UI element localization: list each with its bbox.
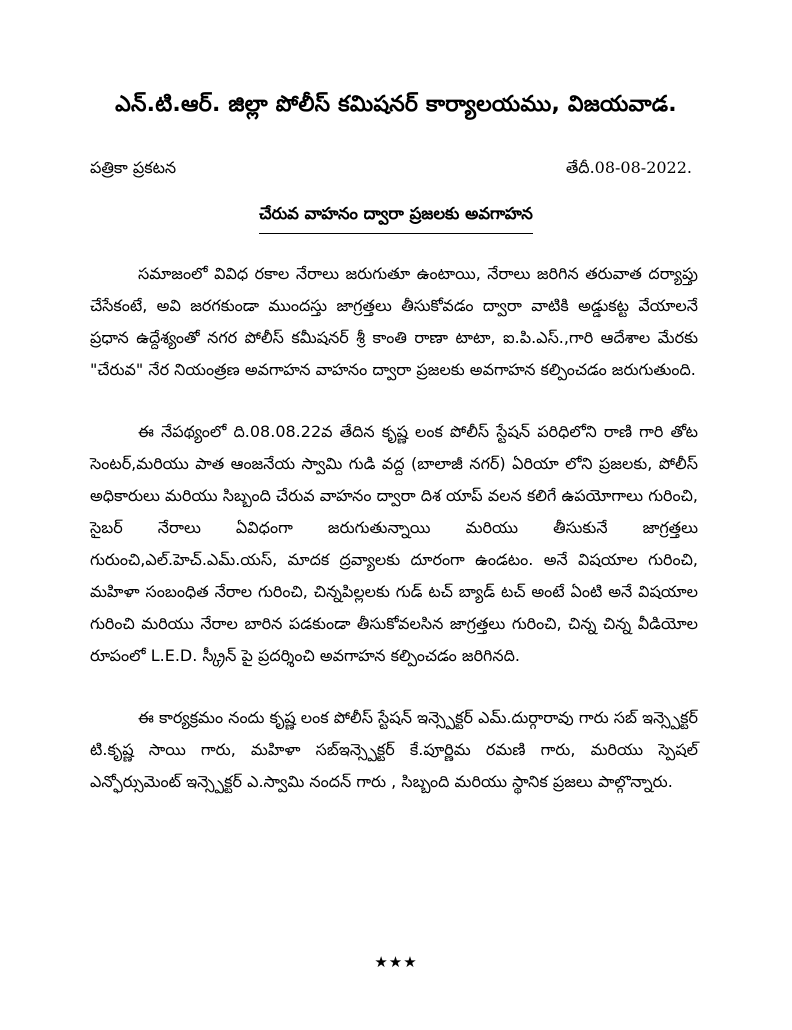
release-date: తేదీ.08-08-2022.	[565, 158, 692, 177]
body-text	[90, 258, 698, 828]
paragraph-3: ఈ కార్యక్రమం నందు కృష్ణ లంక పోలీస్ స్టేషన్ ఇన్స్పెక్టర్ ఎమ్.దుర్గారావు గారు సబ్ ఇన్స్పెక్టర్ టి.కృష్ణ సాయి గారు, మహిళా సబ్ఇన్స్పెక్టర్ కే.పూర్ణిమ రమణి గారు, మరియు స్పెషల్ ఎన్ఫోర్సుమెంట్ ఇన్స్పెక్టర్ ఎ.స్వామి నందన్ గారు , సిబ్బంది మరియు స్థానిక ప్రజలు పాల్గొన్నారు.	[90, 708, 698, 791]
end-stars: ★★★	[374, 953, 418, 971]
meta-row	[90, 158, 692, 181]
subtitle-heading: చేరువ వాహనం ద్వారా ప్రజలకు అవగాహన	[259, 204, 533, 234]
office-title: ఎన్.టి.ఆర్. జిల్లా పోలీస్ కమిషనర్ కార్యాలయము, విజయవాడ.	[115, 92, 677, 117]
paragraph-1: సమాజంలో వివిధ రకాల నేరాలు జరుగుతూ ఉంటాయి, నేరాలు జరిగిన తరువాత దర్యాప్తు చేసేకంటే, అవి జరగకుండా ముందస్తు జాగ్రత్తలు తీసుకోవడం ద్వారా వాటికి అడ్డుకట్ట వేయాలనే ప్రధాన ఉద్దేశ్యంతో నగర పోలీస్ కమీషనర్ శ్రీ కాంతి రాణా టాటా, ఐ.పి.ఎస్.,గారి ఆదేశాల మేరకు "చేరువ" నేర నియంత్రణ అవగాహన వాహనం ద్వారా ప్రజలకు అవగాహన కల్పించడం జరుగుతుంది.	[90, 264, 698, 379]
press-release-label: పత్రికా ప్రకటన	[90, 158, 177, 177]
paragraph-2: ఈ నేపథ్యంలో ది.08.08.22వ తేదిన కృష్ణ లంక పోలీస్ స్టేషన్ పరిధిలోని రాణి గారి తోట సెంటర్,మరియు పాత ఆంజనేయ స్వామి గుడి వద్ద (బాలాజీ నగర్) ఏరియా లోని ప్రజలకు, పోలీస్ అధికారులు మరియు సిబ్బంది చేరువ వాహనం ద్వారా దిశ యాప్ వలన కలిగే ఉపయోగాలు గురించి, సైబర్ నేరాలు ఏవిధంగా జరుగుతున్నాయి మరియు తీసుకునే జాగ్రత్తలు గురుంచి,ఎల్.హెచ్.ఎమ్.యస్, మాదక ద్రవ్యాలకు దూరంగా ఉండటం. అనే విషయాల గురించి, మహిళా సంబంధిత నేరాల గురించి, చిన్నపిల్లలకు గుడ్ టచ్ బ్యాడ్ టచ్ అంటే ఏంటి అనే విషయాల గురించి మరియు నేరాల బారిన పడకుండా తీసుకోవలసిన జాగ్రత్తలు గురించి, చిన్న చిన్న వీడియోల రూపంలో L.E.D. స్క్రీన్ పై ప్రదర్శించి అవగాహన కల్పించడం జరిగినది.	[90, 422, 698, 665]
subtitle-wrap	[0, 204, 792, 234]
